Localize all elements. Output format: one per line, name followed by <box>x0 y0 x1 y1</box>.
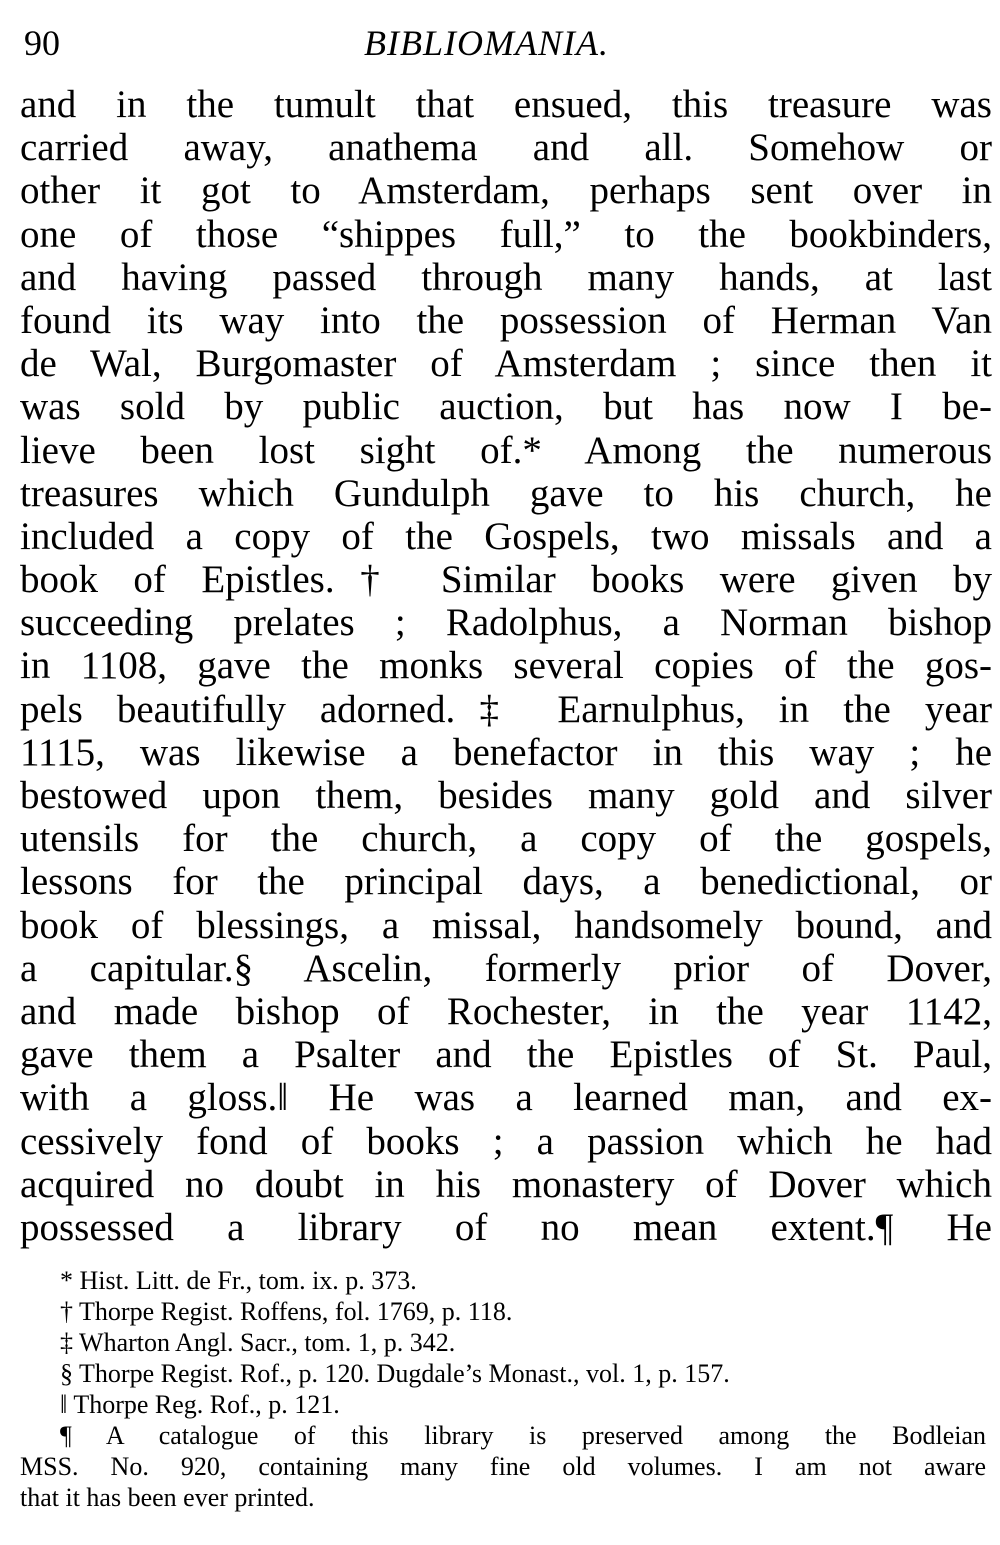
body-line: de Wal, Burgomaster of Amsterdam ; since then it <box>20 342 992 386</box>
body-line: treasures which Gundulph gave to his church, he <box>20 471 992 515</box>
body-line: carried away, anathema and all. Somehow or <box>20 126 992 170</box>
body-line: other it got to Amsterdam, perhaps sent over in <box>20 169 992 213</box>
body-line: with a gloss.‖ He was a learned man, and ex- <box>20 1076 992 1120</box>
body-line: acquired no doubt in his monastery of Dover which <box>20 1162 992 1206</box>
footnote-1: * Hist. Litt. de Fr., tom. ix. p. 373. <box>60 1266 417 1295</box>
body-line: book of blessings, a missal, handsomely bound, and <box>20 903 992 947</box>
body-line: and having passed through many hands, at last <box>20 255 992 299</box>
body-line: book of Epistles.† Similar books were given by <box>20 558 992 602</box>
page-number: 90 <box>24 23 60 63</box>
body-line: found its way into the possession of Herman Van <box>20 298 992 342</box>
body-line: included a copy of the Gospels, two missals and a <box>20 514 992 558</box>
body-text <box>20 83 992 1249</box>
body-line: one of those “shippes full,” to the bookbinders, <box>20 212 992 256</box>
body-line: bestowed upon them, besides many gold and silver <box>20 774 992 817</box>
body-line: pels beautifully adorned.‡ Earnulphus, in the year <box>20 687 992 731</box>
body-line: utensils for the church, a copy of the gospels, <box>20 817 992 861</box>
body-line: lieve been lost sight of.* Among the numerous <box>20 428 992 472</box>
footnote-6-continued: MSS. No. 920, containing many fine old volumes. I am not aware <box>20 1452 986 1481</box>
running-title: BIBLIOMANIA. <box>364 23 609 63</box>
footnote-6: ¶ A catalogue of this library is preserved among the Bodleian <box>60 1421 986 1450</box>
body-line: 1115, was likewise a benefactor in this way ; he <box>20 730 992 774</box>
body-line: and made bishop of Rochester, in the year 1142, <box>20 989 992 1033</box>
footnotes <box>20 1265 986 1513</box>
running-head <box>24 18 984 68</box>
body-line: a capitular.§ Ascelin, formerly prior of Dover, <box>20 946 992 990</box>
body-line: gave them a Psalter and the Epistles of St. Paul, <box>20 1033 992 1077</box>
footnote-6-continued: that it has been ever printed. <box>20 1483 315 1512</box>
footnote-3: ‡ Wharton Angl. Sacr., tom. 1, p. 342. <box>60 1328 456 1357</box>
body-line: in 1108, gave the monks several copies of the gos- <box>20 644 992 688</box>
footnote-4: § Thorpe Regist. Rof., p. 120. Dugdale’s Monast., vol. 1, p. 157. <box>60 1359 730 1388</box>
body-line: possessed a library of no mean extent.¶ He <box>20 1205 992 1249</box>
body-line: cessively fond of books ; a passion which he had <box>20 1119 992 1163</box>
body-line: was sold by public auction, but has now I be- <box>20 385 992 429</box>
body-line: succeeding prelates ; Radolphus, a Norman bishop <box>20 601 992 645</box>
body-line: and in the tumult that ensued, this treasure was <box>20 83 992 126</box>
footnote-5: ‖ Thorpe Reg. Rof., p. 121. <box>60 1390 340 1419</box>
footnote-2: † Thorpe Regist. Roffens, fol. 1769, p. 118. <box>60 1297 513 1326</box>
body-line: lessons for the principal days, a benedictional, or <box>20 860 992 904</box>
